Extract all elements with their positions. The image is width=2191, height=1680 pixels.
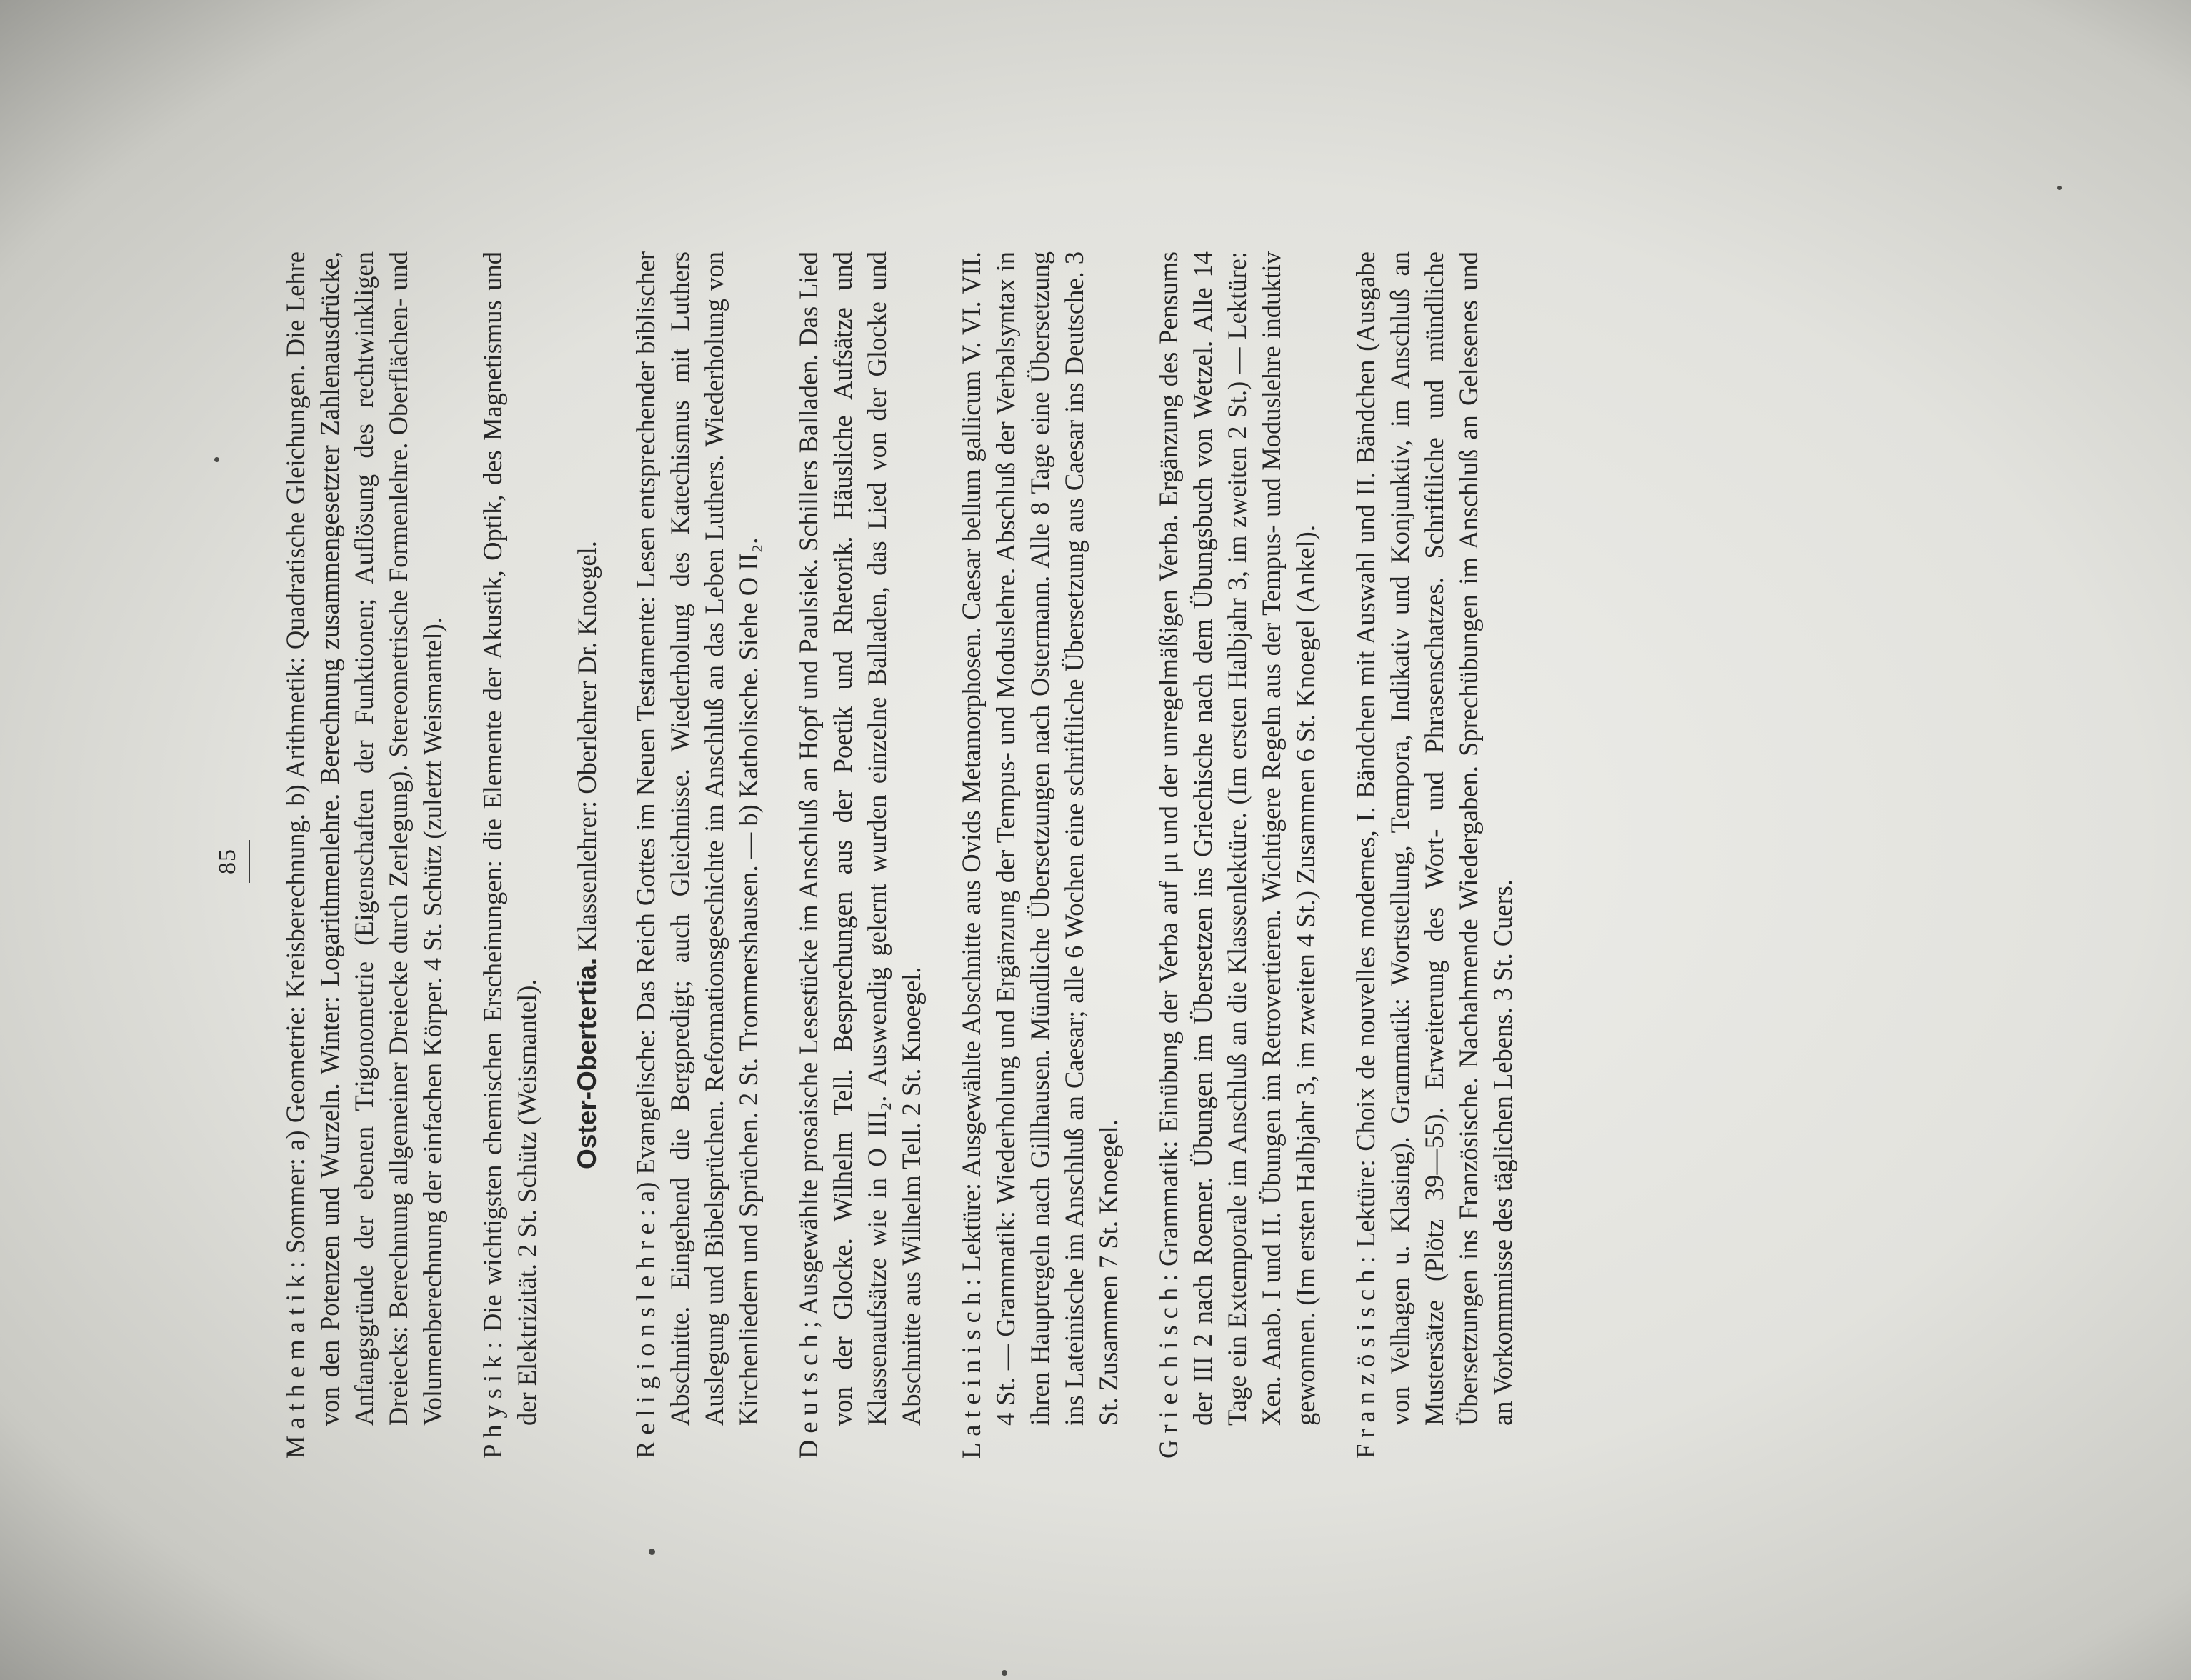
rotated-page — [171, 171, 1979, 1551]
subject-label: Französisch — [1351, 1263, 1380, 1459]
section-mathematik — [279, 251, 450, 1459]
class-heading — [570, 251, 604, 1459]
class-title: Oster-Obertertia. — [572, 957, 602, 1169]
section-franzoesisch — [1349, 251, 1520, 1459]
section-text: : Die wichtigsten chemischen Erscheinungen: die Elemente der Akustik, Optik, des Magnetismus und der Elektrizität. 2 St. Schütz (Weismantel). — [478, 251, 541, 1426]
section-text: ; Ausgewählte prosaische Lesestücke im Anschluß an Hopf und Paulsiek. Schillers Balladen. Das Lied von der Glocke. Wilhelm Tell. Besprechungen aus der Poetik und Rhetorik. Häusliche Aufsätze und Klassenaufsätze wie in O III₂. Auswendig gelernt wurden einzelne Balladen, das Lied von der Glocke und Abschnitte aus Wilhelm Tell. 2 St. Knoegel. — [794, 251, 926, 1426]
paper-speck — [1002, 1670, 1007, 1676]
section-physik — [476, 251, 544, 1459]
subject-label: Religionslehre — [631, 1216, 660, 1459]
subject-label: Griechisch — [1154, 1281, 1183, 1459]
paper-speck — [214, 457, 219, 462]
section-lateinisch — [954, 251, 1126, 1459]
subject-label: Lateinisch — [957, 1285, 986, 1459]
section-text: : Sommer: a) Geometrie: Kreisberechnung. b) Arithmetik: Quadratische Gleichungen. Die Lehre von den Potenzen und Wurzeln. Winter: Logarithmenlehre. Berechnung zusammengesetzter Zahlenausdrücke, Anfangsgründe der ebenen Trigonometrie (Eigenschaften der Funktionen; Auflösung des rechtwinkligen Dreiecks: Berechnung allgemeiner Dreiecke durch Zerlegung). Stereometrische Formenlehre. Oberflächen- und Volumenberechnung der einfachen Körper. 4 St. Schütz (zuletzt Weismantel). — [281, 251, 447, 1426]
subject-label: Mathematik — [281, 1268, 310, 1459]
section-religionslehre — [629, 251, 766, 1459]
section-deutsch — [792, 251, 929, 1459]
subject-label: Physik — [478, 1349, 507, 1459]
paper-speck — [2057, 186, 2062, 190]
document-body — [279, 251, 1546, 1459]
section-text: : a) Evangelische: Das Reich Gottes im Neuen Testamente: Lesen entsprechender biblischer Abschnitte. Eingehend die Bergpredigt; auch Gleichnisse. Wiederholung des Katechismus mit Luthers Auslegung und Bibelsprüchen. Reformationsgeschichte im Anschluß an das Leben Luthers. Wiederholung von Kirchenliedern und Sprüchen. 2 St. Trommershausen. — b) Katholische. Siehe O II₂. — [631, 251, 763, 1426]
subject-label: Deutsch — [794, 1328, 823, 1459]
section-text: : Lektüre: Ausgewählte Abschnitte aus Ovids Metamorphosen. Caesar bellum gallicum V. VI. VII. 4 St. — Grammatik: Wiederholung und Ergänzung der Tempus- und Moduslehre. Abschluß der Verbalsyntax in ihren Hauptregeln nach Gillhausen. Mündliche Übersetzungen nach Ostermann. Alle 8 Tage eine Übersetzung ins Lateinische im Anschluß an Caesar; alle 6 Wochen eine schriftliche Übersetzung aus Caesar ins Deutsche. 3 St. Zusammen 7 St. Knoegel. — [957, 251, 1123, 1426]
class-teacher: Klassenlehrer: Oberlehrer Dr. Knoegel. — [572, 541, 602, 958]
section-griechisch — [1152, 251, 1323, 1459]
section-text: : Lektüre: Choix de nouvelles modernes, I. Bändchen mit Auswahl und II. Bändchen (Ausgabe von Velhagen u. Klasing). Grammatik: Wortstellung, Tempora, Indikativ und Konjunktiv, im Anschluß an Mustersätze (Plötz 39—55). Erweiterung des Wort- und Phrasenschatzes. Schriftliche und mündliche Übersetzungen ins Französische. Nachahmende Wiedergaben. Sprechübungen im Anschluß an Gelesenes und an Vorkommnisse des täglichen Lebens. 3 St. Cuers. — [1351, 251, 1517, 1426]
section-text: : Grammatik: Einübung der Verba auf μι und der unregelmäßigen Verba. Ergänzung des Pensums der III 2 nach Roemer. Übungen im Übersetzen ins Griechische nach dem Übungsbuch von Wetzel. Alle 14 Tage ein Extemporale im Anschluß an die Klassenlektüre. (Im ersten Halbjahr 3, im zweiten 2 St.) — Lektüre: Xen. Anab. I und II. Übungen im Retrovertieren. Wichtigere Regeln aus der Tempus- und Moduslehre induktiv gewonnen. (Im ersten Halbjahr 3, im zweiten 4 St.) Zusammen 6 St. Knoegel (Ankel). — [1154, 251, 1320, 1426]
page-number: 85 — [214, 171, 250, 1551]
paper-speck — [649, 1549, 655, 1555]
